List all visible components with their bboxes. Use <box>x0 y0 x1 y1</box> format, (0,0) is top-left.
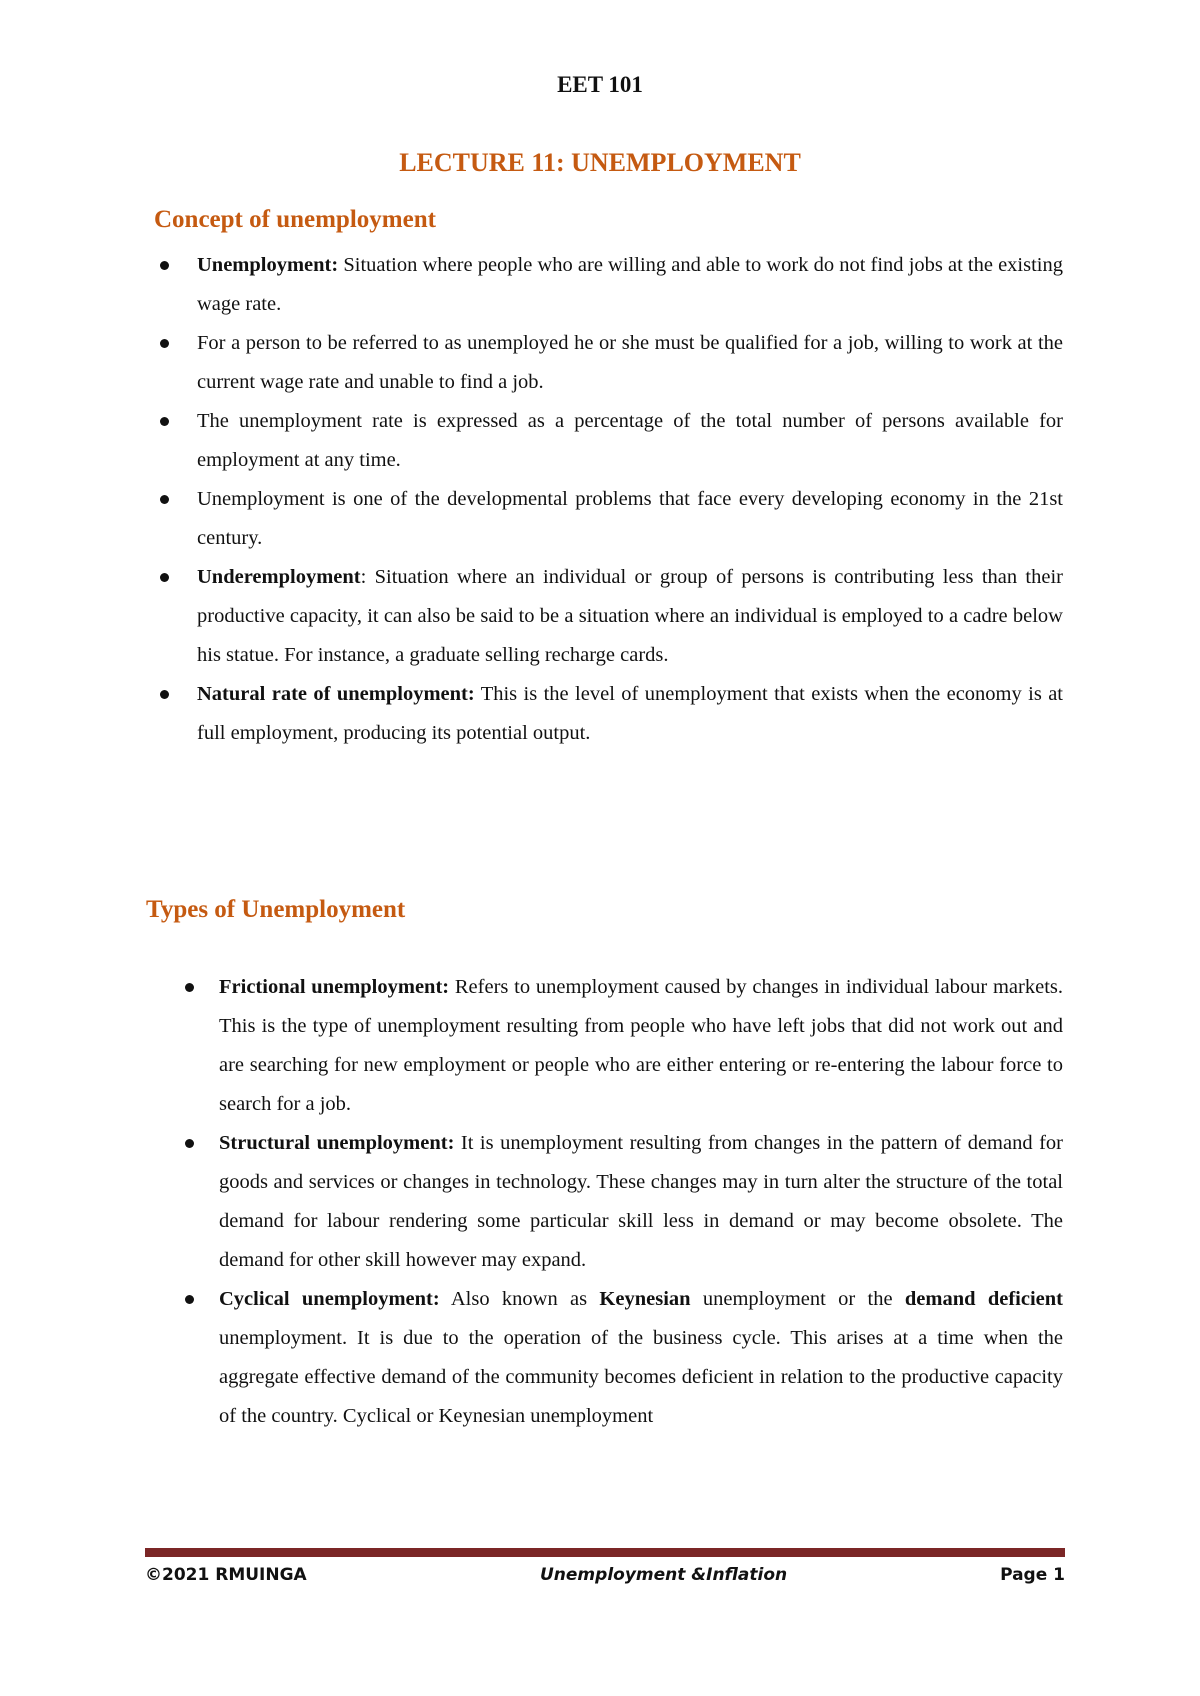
list-item: For a person to be referred to as unemployed he or she must be qualified for a job, willing to work at the current wage rate and unable to find a job. <box>197 324 1063 402</box>
course-code: EET 101 <box>557 72 643 97</box>
concept-list <box>197 246 1063 753</box>
bullet-icon <box>160 261 169 270</box>
bullet-icon <box>185 1295 194 1304</box>
bullet-icon <box>160 495 169 504</box>
list-item: Structural unemployment: It is unemployment resulting from changes in the pattern of demand for goods and services or changes in technology. These changes may in turn alter the structure of the total demand for labour rendering some particular skill less in demand or may become obsolete. The demand for other skill however may expand. <box>219 1124 1063 1280</box>
list-item: Unemployment: Situation where people who are willing and able to work do not find jobs at the existing wage rate. <box>197 246 1063 324</box>
bullet-icon <box>160 573 169 582</box>
page-footer <box>145 1565 1065 1595</box>
bullet-icon <box>185 1139 194 1148</box>
list-item: Frictional unemployment: Refers to unemployment caused by changes in individual labour markets. This is the type of unemployment resulting from people who have left jobs that did not work out and are searching for new employment or people who are either entering or re-entering the labour force to search for a job. <box>219 968 1063 1124</box>
list-item: The unemployment rate is expressed as a percentage of the total number of persons available for employment at any time. <box>197 402 1063 480</box>
footer-topic: Unemployment &Inflation <box>540 1565 788 1585</box>
types-list <box>219 968 1063 1436</box>
footer-copyright: ©2021 RMUINGA <box>145 1565 307 1585</box>
footer-page-number: Page 1 <box>1000 1565 1065 1585</box>
list-item: Underemployment: Situation where an individual or group of persons is contributing less than their productive capacity, it can also be said to be a situation where an individual is employed to a cadre below his statue. For instance, a graduate selling recharge cards. <box>197 558 1063 675</box>
concept-heading: Concept of unemployment <box>154 206 436 233</box>
bullet-icon <box>160 417 169 426</box>
bullet-icon <box>185 983 194 992</box>
list-item: Cyclical unemployment: Also known as Keynesian unemployment or the demand deficient unemployment. It is due to the operation of the business cycle. This arises at a time when the aggregate effective demand of the community becomes deficient in relation to the productive capacity of the country. Cyclical or Keynesian unemployment <box>219 1280 1063 1436</box>
lecture-title: LECTURE 11: UNEMPLOYMENT <box>399 148 801 177</box>
bullet-icon <box>160 339 169 348</box>
list-item: Natural rate of unemployment: This is the level of unemployment that exists when the economy is at full employment, producing its potential output. <box>197 675 1063 753</box>
types-heading: Types of Unemployment <box>146 896 406 923</box>
footer-divider <box>145 1548 1065 1557</box>
bullet-icon <box>160 690 169 699</box>
list-item: Unemployment is one of the developmental problems that face every developing economy in the 21st century. <box>197 480 1063 558</box>
